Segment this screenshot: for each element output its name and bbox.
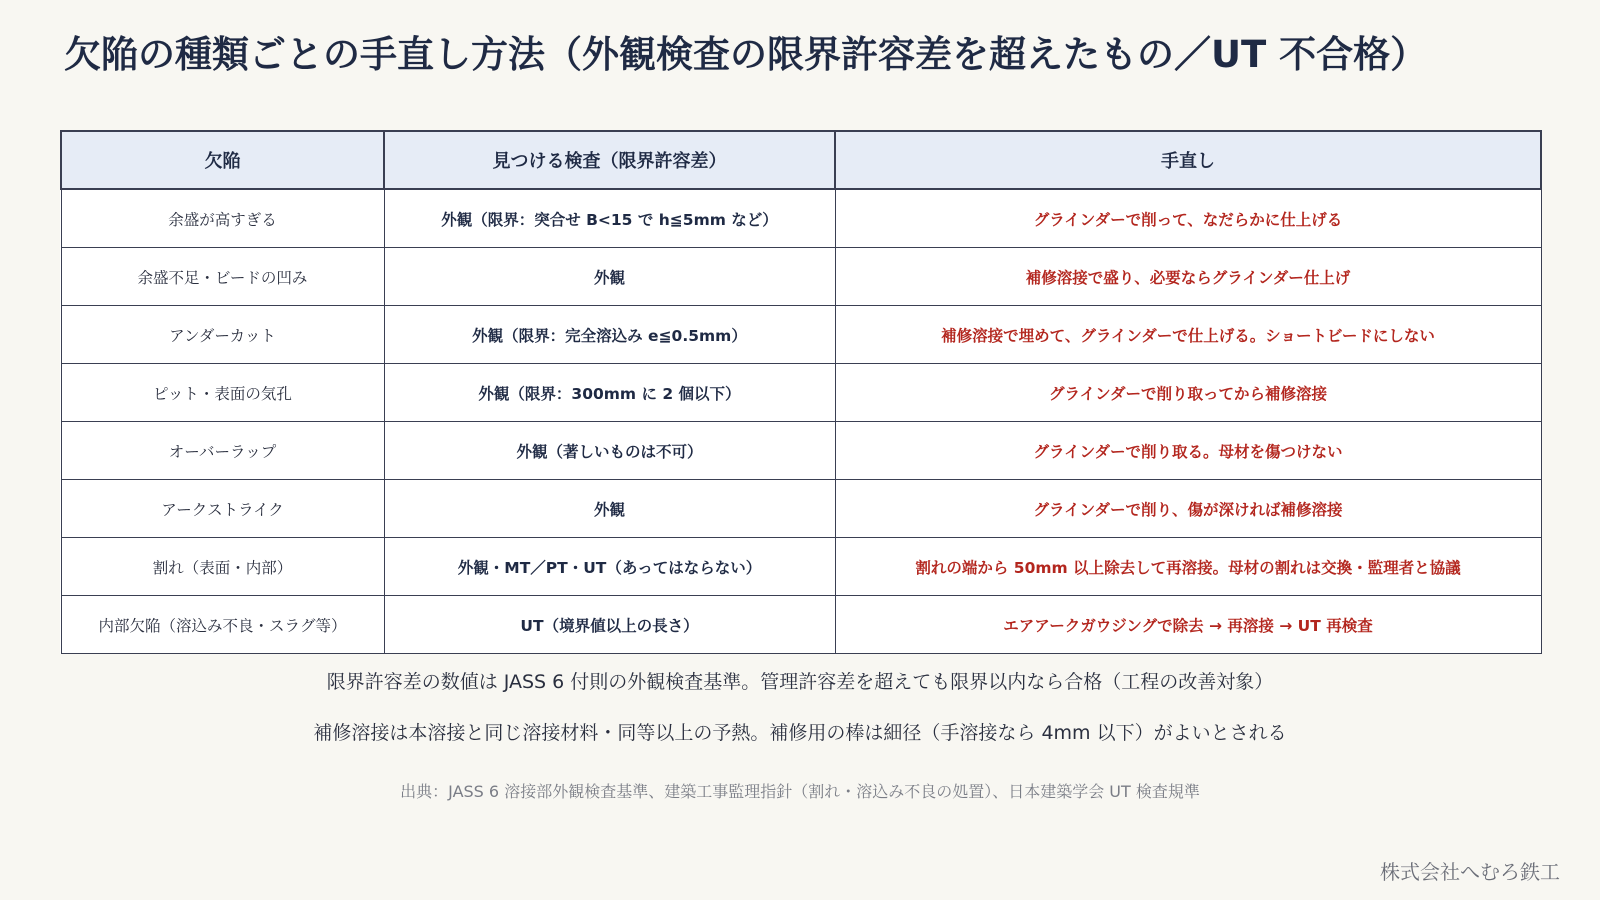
fix-cell: グラインダーで削り、傷が深ければ補修溶接 <box>835 480 1541 538</box>
defect-cell: アークストライク <box>61 480 384 538</box>
table-header-row <box>61 131 1541 189</box>
table-row <box>61 596 1541 654</box>
fix-cell: エアアークガウジングで除去 → 再溶接 → UT 再検査 <box>835 596 1541 654</box>
defect-cell: ピット・表面の気孔 <box>61 364 384 422</box>
inspection-cell: 外観・MT／PT・UT（あってはならない） <box>384 538 835 596</box>
column-header-fix: 手直し <box>835 131 1541 189</box>
company-name: 株式会社へむろ鉄工 <box>1380 860 1560 884</box>
fix-cell: グラインダーで削り取ってから補修溶接 <box>835 364 1541 422</box>
fix-cell: 割れの端から 50mm 以上除去して再溶接。母材の割れは交換・監理者と協議 <box>835 538 1541 596</box>
defect-cell: 内部欠陥（溶込み不良・スラグ等） <box>61 596 384 654</box>
fix-cell: グラインダーで削って、なだらかに仕上げる <box>835 189 1541 248</box>
table-row <box>61 364 1541 422</box>
defect-cell: 割れ（表面・内部） <box>61 538 384 596</box>
fix-cell: 補修溶接で盛り、必要ならグラインダー仕上げ <box>835 248 1541 306</box>
note-tolerance: 限界許容差の数値は JASS 6 付則の外観検査基準。管理許容差を超えても限界以内なら合格（工程の改善対象） <box>326 671 1274 693</box>
defect-cell: 余盛不足・ビードの凹み <box>61 248 384 306</box>
table-row <box>61 422 1541 480</box>
column-header-defect: 欠陥 <box>61 131 384 189</box>
defect-cell: オーバーラップ <box>61 422 384 480</box>
source-citation: 出典：JASS 6 溶接部外観検査基準、建築工事監理指針（割れ・溶込み不良の処置）、日本建築学会 UT 検査規準 <box>400 782 1200 801</box>
inspection-cell: UT（境界値以上の長さ） <box>384 596 835 654</box>
defect-cell: アンダーカット <box>61 306 384 364</box>
fix-cell: グラインダーで削り取る。母材を傷つけない <box>835 422 1541 480</box>
note-repair-welding: 補修溶接は本溶接と同じ溶接材料・同等以上の予熱。補修用の棒は細径（手溶接なら 4mm 以下）がよいとされる <box>313 722 1287 744</box>
table-row <box>61 248 1541 306</box>
inspection-cell: 外観 <box>384 248 835 306</box>
page-title: 欠陥の種類ごとの手直し方法（外観検査の限界許容差を超えたもの／UT 不合格） <box>64 33 1428 76</box>
defect-cell: 余盛が高すぎる <box>61 189 384 248</box>
inspection-cell: 外観 <box>384 480 835 538</box>
table-row <box>61 306 1541 364</box>
inspection-cell: 外観（限界：完全溶込み e≦0.5mm） <box>384 306 835 364</box>
defect-repair-table <box>60 130 1542 654</box>
table-row <box>61 538 1541 596</box>
table-row <box>61 480 1541 538</box>
inspection-cell: 外観（限界：300mm に 2 個以下） <box>384 364 835 422</box>
column-header-inspection: 見つける検査（限界許容差） <box>384 131 835 189</box>
table-row <box>61 189 1541 248</box>
fix-cell: 補修溶接で埋めて、グラインダーで仕上げる。ショートビードにしない <box>835 306 1541 364</box>
inspection-cell: 外観（著しいものは不可） <box>384 422 835 480</box>
inspection-cell: 外観（限界：突合せ B<15 で h≦5mm など） <box>384 189 835 248</box>
